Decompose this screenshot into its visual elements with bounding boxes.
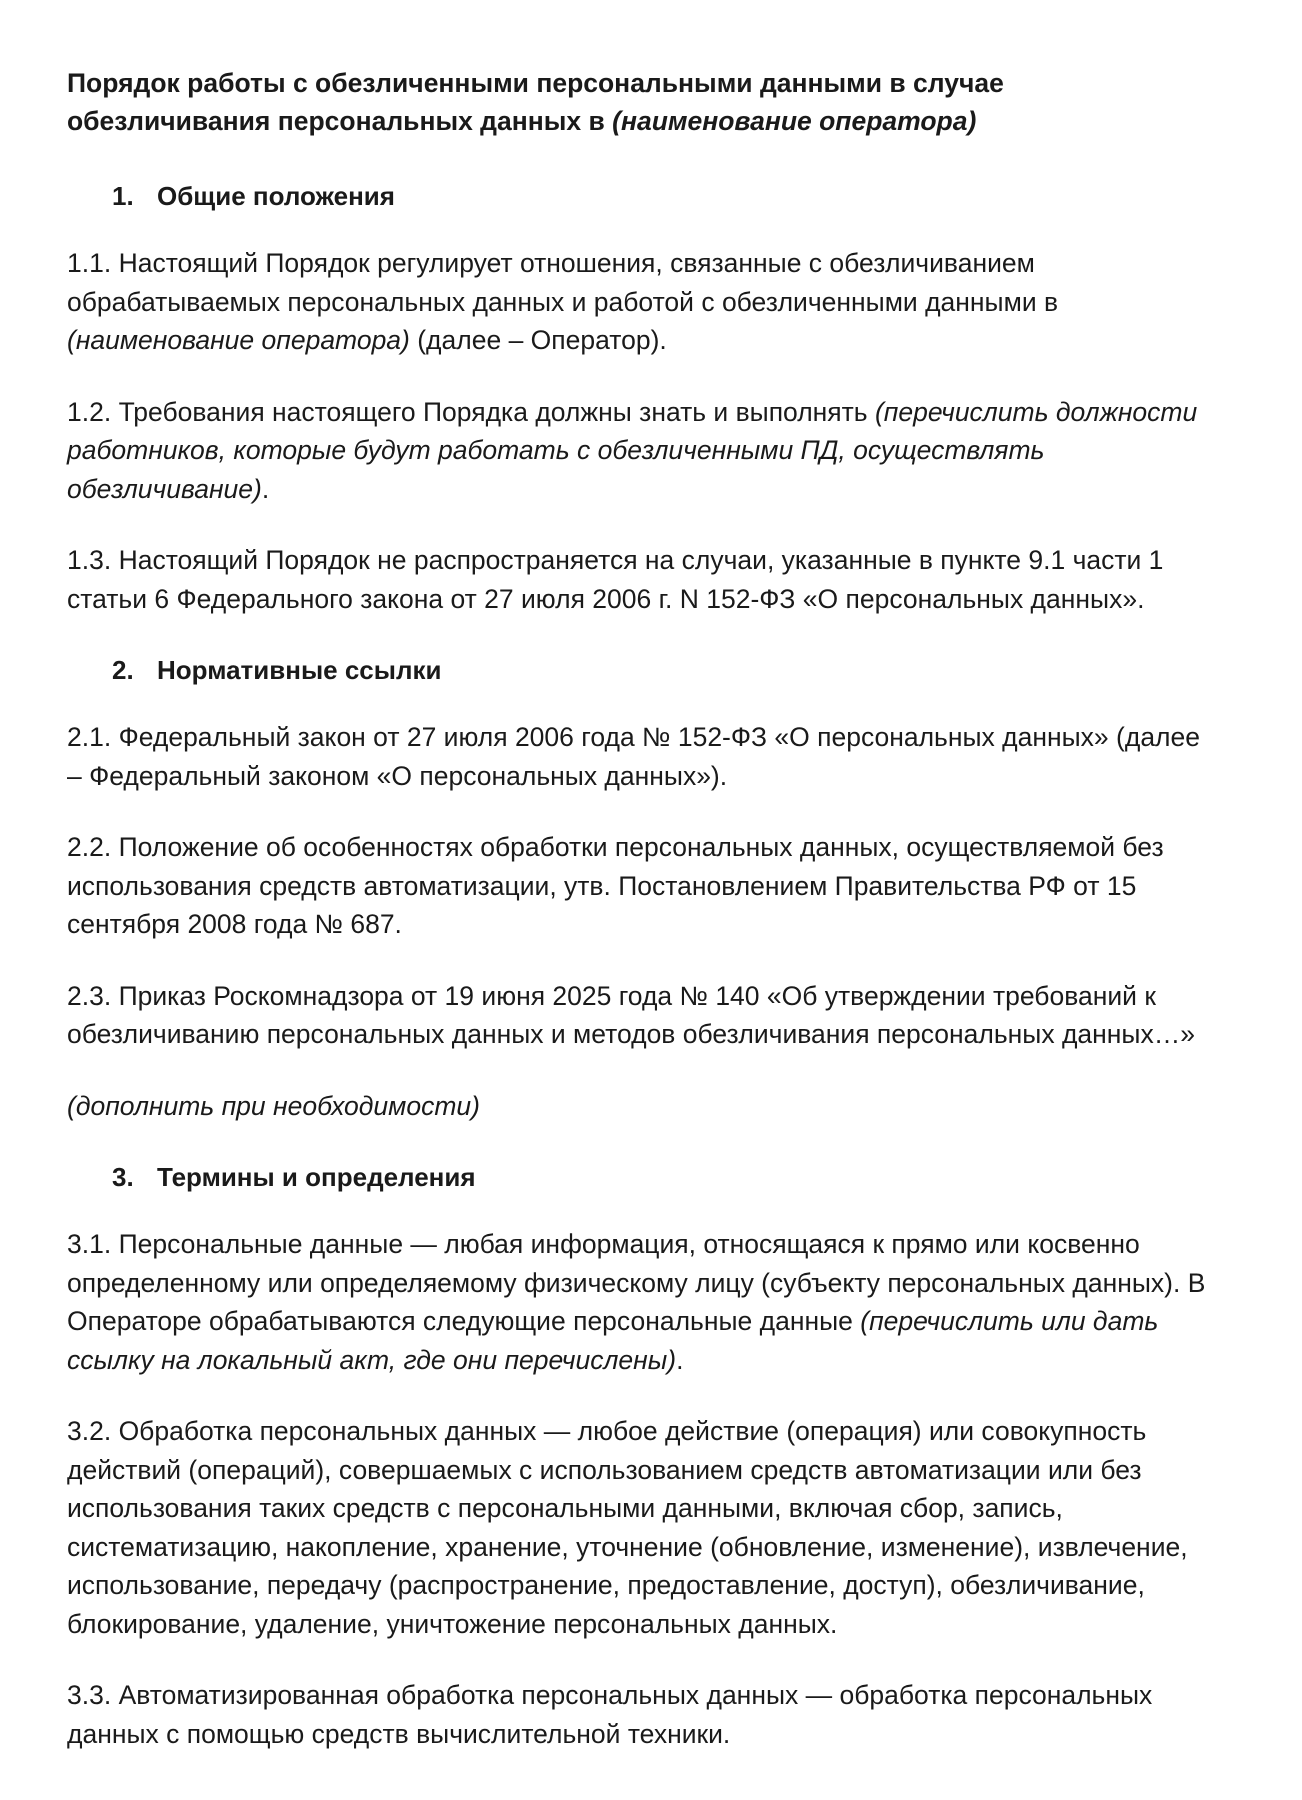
- paragraph-text-tail: .: [676, 1344, 684, 1375]
- paragraph-italic-note: (наименование оператора): [67, 325, 410, 355]
- paragraph-text: 3.3. Автоматизированная обработка персональных данных — обработка персональных данных с помощью средств вычислительной техники.: [67, 1680, 1153, 1749]
- section-title: Общие положения: [157, 181, 395, 211]
- section-title: Нормативные ссылки: [157, 655, 442, 685]
- paragraph-2-1: [67, 718, 1212, 795]
- paragraph-italic-note: (перечислить должности работников, которые будут работать с обезличенными ПД, осуществлять обезличивание): [67, 396, 1198, 504]
- section-number: 1.: [112, 181, 134, 211]
- paragraph-1-1: [67, 244, 1212, 360]
- paragraph-2-note: [67, 1087, 1212, 1126]
- paragraph-3-1: [67, 1225, 1212, 1379]
- paragraph-text: 3.1. Персональные данные — любая информация, относящаяся к прямо или косвенно определенному или определяемому физическому лицу (субъекту персональных данных). В Операторе обрабатываются следующие персональные данные: [67, 1229, 1206, 1336]
- paragraph-italic-note: (перечислить или дать ссылку на локальный акт, где они перечислены): [67, 1306, 1159, 1375]
- paragraph-text-tail: (далее – Оператор).: [409, 325, 667, 355]
- paragraph-2-2: [67, 828, 1212, 944]
- paragraph-text: 2.3. Приказ Роскомнадзора от 19 июня 2025 года № 140 «Об утверждении требований к обезличиванию персональных данных и методов обезличивания персональных данных…»: [67, 980, 1195, 1049]
- paragraph-3-3: [67, 1676, 1212, 1753]
- document-title-operator-placeholder: (наименование оператора): [612, 106, 977, 136]
- paragraph-1-2: [67, 393, 1212, 509]
- paragraph-italic-note: (дополнить при необходимости): [67, 1090, 480, 1121]
- paragraph-text-tail: .: [261, 473, 270, 504]
- document-title-text: Порядок работы с обезличенными персональными данными в случае обезличивания персональных данных в: [67, 68, 1004, 136]
- paragraph-text: 2.2. Положение об особенностях обработки персональных данных, осуществляемой без использования средств автоматизации, утв. Постановлением Правительства РФ от 15 сентября 2008 года № 687.: [67, 832, 1164, 939]
- paragraph-3-2: [67, 1412, 1212, 1643]
- paragraph-text: 1.1. Настоящий Порядок регулирует отношения, связанные с обезличиванием обрабатываемых персональных данных и работой с обезличенными данными в: [67, 248, 1059, 317]
- paragraph-text: 2.1. Федеральный закон от 27 июля 2006 года № 152-ФЗ «О персональных данных» (далее – Федеральный законом «О персональных данных»).: [67, 722, 1200, 791]
- section-title: Термины и определения: [157, 1162, 476, 1192]
- paragraph-1-3: [67, 541, 1212, 618]
- paragraph-2-3: [67, 977, 1212, 1054]
- section-number: 2.: [112, 655, 134, 685]
- paragraph-text: 3.2. Обработка персональных данных — любое действие (операция) или совокупность действий (операций), совершаемых с использованием средств автоматизации или без использования таких средств с персональными данными, включая сбор, запись, систематизацию, накопление, хранение, уточнение (обновление, изменение), извлечение, использование, передачу (распространение, предоставление, доступ), обезличивание, блокирование, удаление, уничтожение персональных данных.: [67, 1416, 1188, 1639]
- paragraph-text: 1.2. Требования настоящего Порядка должны знать и выполнять: [67, 396, 875, 427]
- paragraph-text: 1.3. Настоящий Порядок не распространяется на случаи, указанные в пункте 9.1 части 1 статьи 6 Федерального закона от 27 июля 2006 г. N 152-ФЗ «О персональных данных».: [67, 545, 1164, 614]
- section-heading-3: [67, 1158, 1212, 1196]
- section-number: 3.: [112, 1162, 134, 1192]
- document-title: [67, 64, 1212, 140]
- section-heading-2: [67, 651, 1212, 689]
- section-heading-1: [67, 177, 1212, 215]
